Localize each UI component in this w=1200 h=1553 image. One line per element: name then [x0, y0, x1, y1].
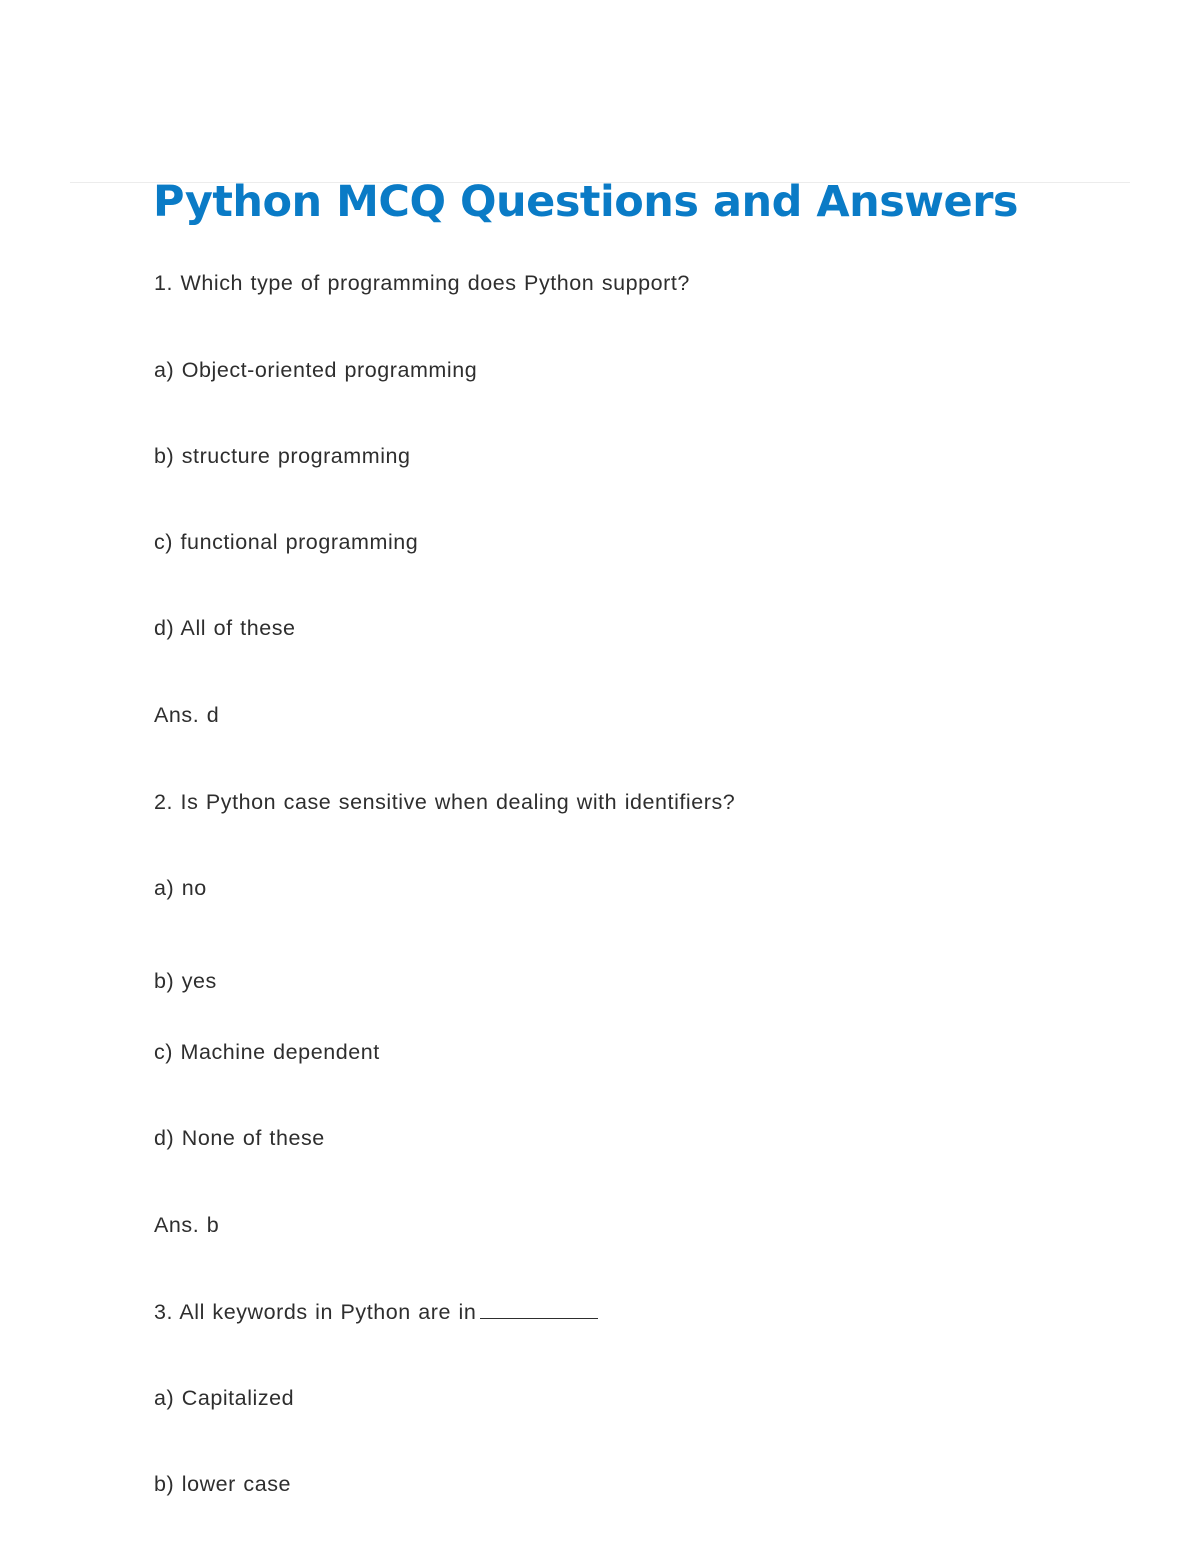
question-1-text: 1. Which type of programming does Python support?: [154, 271, 690, 295]
question-3-text: 3. All keywords in Python are in: [154, 1300, 477, 1324]
question-1-option-d: d) All of these: [154, 616, 296, 640]
question-1-answer: Ans. d: [154, 703, 220, 727]
question-1-option-b: b) structure programming: [154, 444, 411, 468]
question-3-option-b: b) lower case: [154, 1472, 292, 1496]
question-1-option-a: a) Object-oriented programming: [154, 358, 478, 382]
question-2-option-d: d) None of these: [154, 1126, 325, 1150]
question-2-option-b: b) yes: [154, 969, 217, 993]
question-2-option-c: c) Machine dependent: [154, 1040, 380, 1064]
question-2-text: 2. Is Python case sensitive when dealing with identifiers?: [154, 790, 736, 814]
question-2-answer: Ans. b: [154, 1213, 220, 1237]
question-3-option-a: a) Capitalized: [154, 1386, 295, 1410]
question-2-option-a: a) no: [154, 876, 207, 900]
page-title: Python MCQ Questions and Answers: [153, 177, 1018, 227]
question-3-row: [154, 1297, 598, 1327]
question-1-option-c: c) functional programming: [154, 530, 419, 554]
fill-in-blank: [480, 1300, 598, 1319]
